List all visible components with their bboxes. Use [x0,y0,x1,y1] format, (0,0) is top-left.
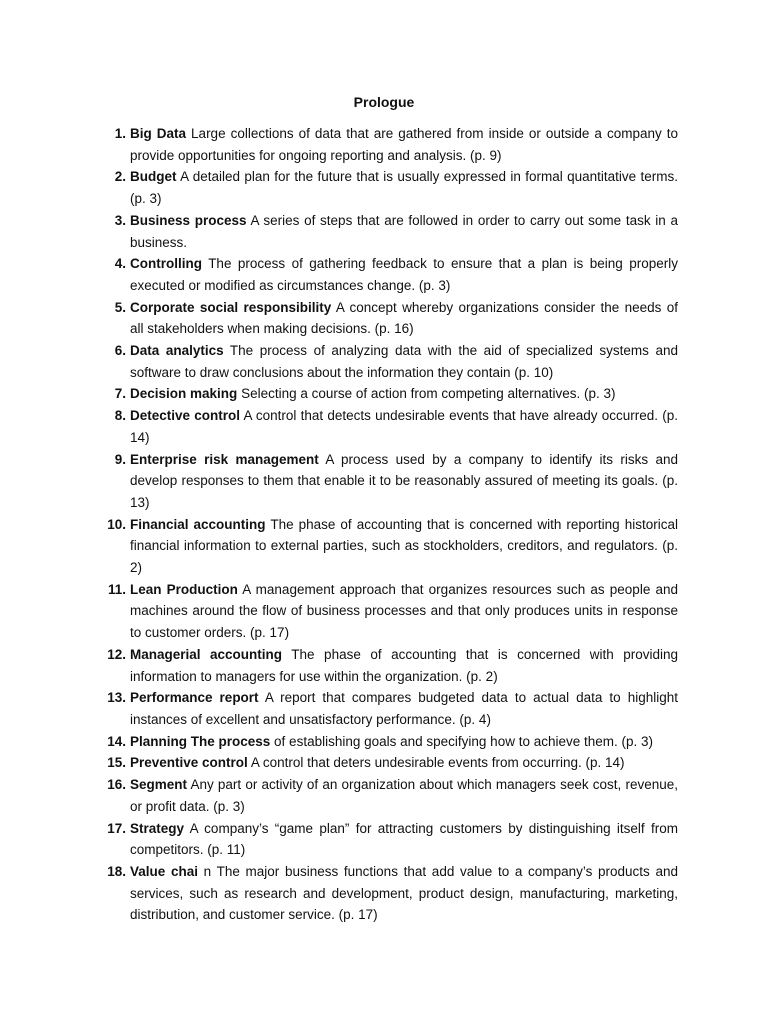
entry-number: 8. [114,408,126,424]
entry-term: Detective control [130,408,240,424]
entry-definition: The process of analyzing data with the aid of specialized systems and software to draw conclusions about the information they contain (p. 10) [130,343,678,380]
entry-number: 17. [107,820,126,836]
entry-term: Preventive control [130,755,248,771]
glossary-entry [100,731,678,753]
entry-term: Enterprise risk management [130,451,319,467]
entry-term: Business process [130,212,247,228]
entry-term: Lean Production [130,581,238,597]
entry-number: 5. [114,299,126,315]
entry-number: 6. [114,343,126,359]
entry-term: Big Data [130,126,187,141]
glossary-entry [100,752,678,774]
glossary-entry [100,210,678,253]
entry-term: Corporate social responsibility [130,299,332,315]
entry-term: Value chai [130,863,198,879]
entry-definition: A series of steps that are followed in order to carry out some task in a business. [130,212,678,250]
glossary-entry [100,253,678,296]
entry-term: Budget [130,169,177,185]
entry-number: 9. [114,451,126,467]
entry-definition: A control that deters undesirable events from occurring. (p. 14) [250,755,625,771]
entry-term: Segment [130,777,188,793]
entry-definition: Large collections of data that are gathered from inside or outside a company to provide opportunities for ongoing reporting and analysis. (p. 9) [130,126,678,163]
glossary-entry [100,123,678,166]
glossary-entry [100,644,678,687]
entry-number: 7. [114,386,126,402]
glossary-entry [100,166,678,209]
entry-term: Performance report [130,690,259,706]
entry-definition: A report that compares budgeted data to actual data to highlight instances of excellent and unsatisfactory performance. (p. 4) [130,690,678,727]
entry-definition: A process used by a company to identify its risks and develop responses to them that enable it to be reasonably assured of meeting its goals. (p. 13) [130,451,678,510]
entry-definition: Selecting a course of action from competing alternatives. (p. 3) [241,386,616,402]
glossary-entry [100,405,678,448]
entry-number: 1. [114,126,126,141]
glossary-entry [100,579,678,644]
entry-number: 15. [107,755,126,771]
entry-number: 16. [107,777,126,793]
glossary-entry [100,687,678,730]
glossary-entry [100,818,678,861]
entry-term: Decision making [130,386,238,402]
entry-term: Planning The process [130,733,271,749]
entry-number: 3. [114,212,126,228]
entry-term: Controlling [130,256,202,272]
entry-definition: n The major business functions that add value to a company’s products and services, such as research and development, product design, manufacturing, marketing, distribution, and customer service. (p. 17) [130,863,678,923]
entry-term: Financial accounting [130,516,266,532]
entry-number: 14. [107,733,126,749]
glossary-entry [100,861,678,926]
entry-definition: A control that detects undesirable events that have already occurred. (p. 14) [130,408,678,445]
entry-definition: A detailed plan for the future that is usually expressed in formal quantitative terms. (p. 3) [130,169,679,207]
entry-definition: Any part or activity of an organization about which managers seek cost, revenue, or profit data. (p. 3) [130,777,678,814]
entry-number: 10. [107,516,126,532]
glossary-entry [100,297,678,340]
entry-number: 2. [114,169,126,185]
glossary-entry [100,774,678,817]
entry-definition: of establishing goals and specifying how to achieve them. (p. 3) [274,733,654,749]
glossary-entry [100,383,678,405]
entry-term: Data analytics [130,343,224,359]
page-title: Prologue [353,94,415,110]
entry-number: 11. [107,581,126,597]
entry-definition: The phase of accounting that is concerned with providing information to managers for use within the organization. (p. 2) [130,646,678,684]
glossary-entry [100,340,678,383]
glossary-entry [100,514,678,579]
entry-term: Managerial accounting [130,646,283,662]
entry-term: Strategy [130,820,185,836]
entry-definition: The phase of accounting that is concerned with reporting historical financial information to external parties, such as stockholders, creditors, and regulators. (p. 2) [130,516,678,576]
glossary-entry [100,449,678,514]
entry-definition: The process of gathering feedback to ensure that a plan is being properly executed or modified as circumstances change. (p. 3) [130,256,678,293]
entry-definition: A concept whereby organizations consider the needs of all stakeholders when making decisions. (p. 16) [130,299,678,337]
entry-definition: A management approach that organizes resources such as people and machines around the flow of business processes and that only produces units in response to customer orders. (p. 17) [130,581,678,641]
entry-number: 18. [107,863,126,879]
glossary-list [100,123,678,926]
entry-definition: A company’s “game plan” for attracting customers by distinguishing itself from competitors. (p. 11) [130,820,678,858]
entry-number: 4. [114,256,126,272]
entry-number: 12. [107,646,126,662]
entry-number: 13. [107,690,126,706]
